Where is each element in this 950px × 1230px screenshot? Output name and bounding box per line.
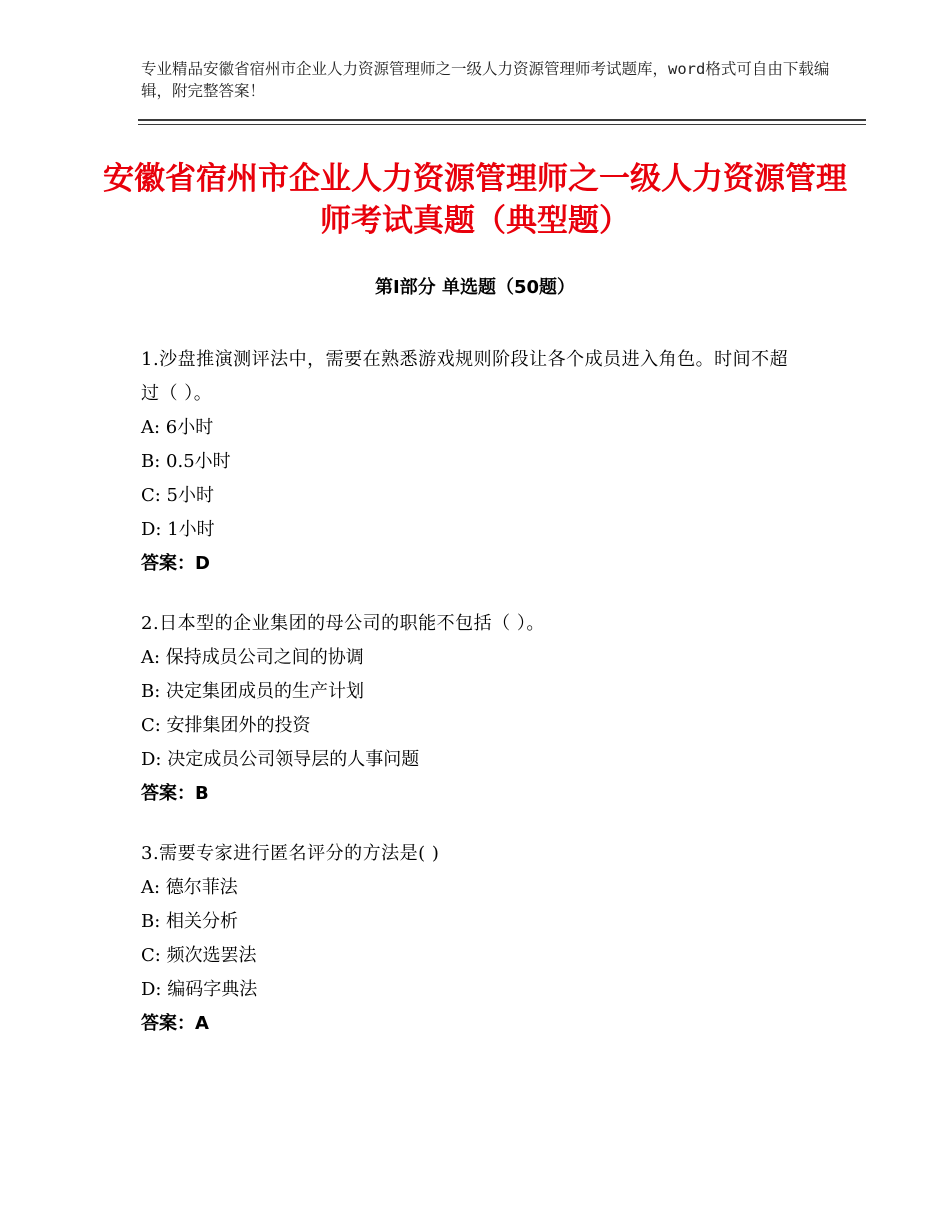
question-stem: 2.日本型的企业集团的母公司的职能不包括（ ）。 (141, 613, 545, 634)
option-b: B: 0.5小时 (141, 451, 231, 472)
answer-label: 答案：D (141, 553, 210, 574)
option-a: A: 6小时 (141, 417, 214, 438)
section-heading: 第Ⅰ部分 单选题（50题） (374, 277, 575, 298)
question-item (141, 837, 801, 1041)
document-title: 安徽省宿州市企业人力资源管理师之一级人力资源管理师考试真题（典型题） (103, 161, 847, 239)
option-a: A: 保持成员公司之间的协调 (141, 647, 364, 668)
answer-label: 答案：B (141, 783, 209, 804)
option-d: D: 1小时 (141, 519, 215, 540)
question-list (141, 343, 801, 1067)
option-c: C: 安排集团外的投资 (141, 715, 311, 736)
option-c: C: 5小时 (141, 485, 215, 506)
question-stem: 3.需要专家进行匿名评分的方法是( ) (141, 843, 440, 864)
header-note: 专业精品安徽省宿州市企业人力资源管理师之一级人力资源管理师考试题库，word格式可自由下载编辑，附完整答案！ (141, 60, 830, 100)
question-item (141, 343, 801, 581)
option-c: C: 频次选罢法 (141, 945, 257, 966)
header-divider (138, 119, 866, 125)
option-a: A: 德尔菲法 (141, 877, 238, 898)
option-d: D: 决定成员公司领导层的人事问题 (141, 749, 420, 770)
option-b: B: 相关分析 (141, 911, 239, 932)
answer-label: 答案：A (141, 1013, 209, 1034)
question-item (141, 607, 801, 811)
option-d: D: 编码字典法 (141, 979, 258, 1000)
option-b: B: 决定集团成员的生产计划 (141, 681, 365, 702)
question-stem: 1.沙盘推演测评法中，需要在熟悉游戏规则阶段让各个成员进入角色。时间不超过（ ）。 (141, 349, 789, 404)
